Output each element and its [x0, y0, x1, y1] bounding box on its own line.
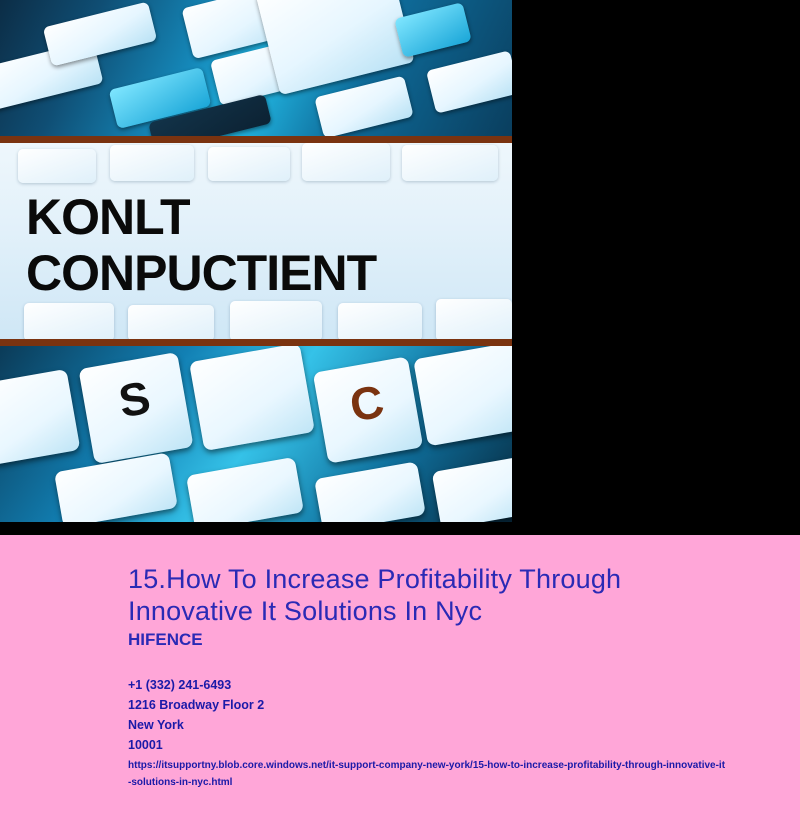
keycap — [54, 452, 178, 522]
keycap — [432, 457, 512, 522]
keycap-letter-s — [78, 352, 193, 464]
keycap — [208, 147, 290, 181]
keyboard-top-strip — [0, 0, 512, 136]
keycap — [314, 461, 426, 522]
keycap-letter-s-label: S — [114, 370, 155, 428]
keycap-letter-c — [313, 356, 424, 463]
keycap-letter-c-label: C — [345, 374, 388, 432]
address-zip: 10001 — [128, 738, 163, 752]
company-name: HIFENCE — [128, 630, 203, 649]
keycap — [18, 149, 96, 183]
page-title: 15.How To Increase Profitability Through Innovative It Solutions In Nyc — [128, 564, 622, 626]
keycap — [186, 457, 304, 522]
keycap — [302, 143, 390, 181]
keycap — [413, 346, 512, 446]
address-city: New York — [128, 718, 184, 732]
banner-text-line-1: KONLT — [26, 189, 190, 245]
keycap — [189, 346, 315, 451]
keycap — [426, 50, 512, 113]
content-section — [0, 535, 800, 840]
keycap — [338, 303, 422, 341]
address-line-1: 1216 Broadway Floor 2 — [128, 698, 265, 712]
banner-text-line-2: CONPUCTIENT — [26, 245, 377, 301]
phone-number: +1 (332) 241-6493 — [128, 678, 232, 692]
keycap — [394, 2, 472, 58]
keycap — [436, 299, 512, 341]
keycap — [128, 305, 214, 341]
hero-image — [0, 0, 512, 522]
keycap — [230, 301, 322, 341]
contact-details — [128, 675, 748, 755]
keyboard-bottom-strip — [0, 346, 512, 522]
keycap — [43, 2, 157, 67]
banner-strip — [0, 136, 512, 346]
keycap — [314, 75, 413, 136]
keycap — [24, 303, 114, 341]
source-url[interactable]: https://itsupportny.blob.core.windows.net/it-support-company-new-york/15-how-to-increase-profitability-through-innovative-it-solutions-in-nyc.html — [128, 760, 726, 788]
keycap — [110, 145, 194, 181]
keycap — [0, 369, 80, 465]
keycap — [402, 145, 498, 181]
